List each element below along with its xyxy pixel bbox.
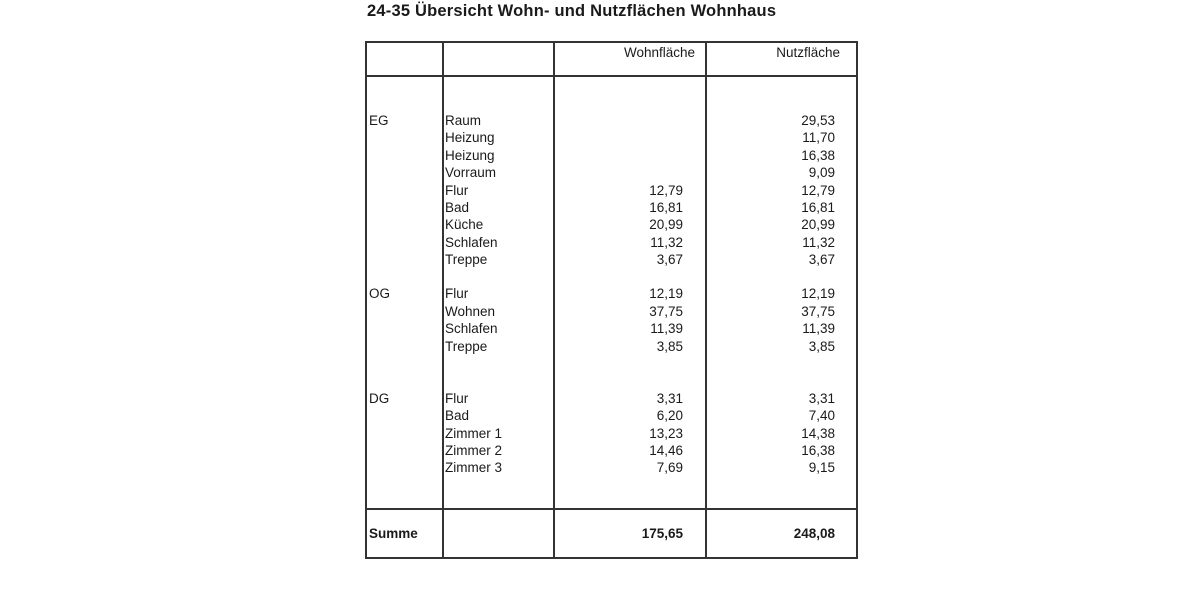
floor-label xyxy=(367,425,442,442)
area-table xyxy=(365,41,858,559)
floor-section-og xyxy=(367,285,856,355)
floor-label xyxy=(367,407,442,424)
nutzflaeche-value: 11,39 xyxy=(802,321,835,337)
nutzflaeche-value: 3,31 xyxy=(808,390,835,406)
wohnflaeche-value: 3,67 xyxy=(656,252,683,267)
floor-label xyxy=(367,216,442,233)
nutzflaeche-value: 16,38 xyxy=(801,147,835,163)
table-row xyxy=(367,459,856,476)
summary-row xyxy=(367,508,856,557)
floor-label xyxy=(367,459,442,476)
wohnflaeche-value: 37,75 xyxy=(649,303,683,319)
table-body xyxy=(367,77,856,508)
floor-label xyxy=(367,320,442,337)
floor-label xyxy=(367,147,442,164)
nutzflaeche-value: 20,99 xyxy=(801,217,835,233)
floor-section-eg xyxy=(367,112,856,268)
wohnflaeche-value: 3,31 xyxy=(656,390,683,406)
floor-section-dg xyxy=(367,390,856,477)
nutzflaeche-value: 7,40 xyxy=(808,408,835,424)
header-room-empty xyxy=(442,44,553,75)
nutzflaeche-value: 3,85 xyxy=(808,338,835,354)
table-row xyxy=(367,442,856,459)
room-name: Vorraum xyxy=(445,165,497,181)
wohnflaeche-value: 3,85 xyxy=(656,338,683,354)
nutzflaeche-value: 16,81 xyxy=(801,199,835,215)
nutzflaeche-value: 3,67 xyxy=(808,252,835,267)
table-row xyxy=(367,338,856,355)
nutzflaeche-value: 11,32 xyxy=(802,234,835,250)
room-name: Zimmer 3 xyxy=(445,460,502,476)
column-divider xyxy=(553,43,555,557)
floor-label xyxy=(367,442,442,459)
room-name: Heizung xyxy=(445,147,495,163)
wohnflaeche-value xyxy=(553,147,705,164)
room-name: Zimmer 1 xyxy=(445,425,502,441)
table-row xyxy=(367,147,856,164)
nutzflaeche-value: 11,70 xyxy=(802,130,835,146)
floor-label xyxy=(367,338,442,355)
wohnflaeche-value: 13,23 xyxy=(649,425,683,441)
table-row xyxy=(367,199,856,216)
nutzflaeche-value: 12,79 xyxy=(801,182,835,198)
summary-nutzflaeche-value: 248,08 xyxy=(793,526,835,541)
wohnflaeche-value: 11,32 xyxy=(650,234,683,250)
room-name: Schlafen xyxy=(445,321,498,337)
room-name: Küche xyxy=(445,217,484,233)
column-divider xyxy=(705,43,707,557)
wohnflaeche-value xyxy=(553,129,705,146)
room-name: Wohnen xyxy=(445,303,496,319)
floor-label xyxy=(367,182,442,199)
wohnflaeche-value xyxy=(553,164,705,181)
room-name: Flur xyxy=(445,286,469,302)
header-wohnflaeche: Wohnfläche xyxy=(623,45,695,60)
nutzflaeche-value: 16,38 xyxy=(801,443,835,458)
wohnflaeche-value: 6,20 xyxy=(656,408,683,424)
wohnflaeche-value: 16,81 xyxy=(649,199,683,215)
nutzflaeche-value: 9,09 xyxy=(808,165,835,181)
column-divider xyxy=(442,43,444,557)
room-name: Treppe xyxy=(445,338,488,354)
room-name: Schlafen xyxy=(445,234,498,250)
summary-label: Summe xyxy=(369,526,418,541)
table-row xyxy=(367,320,856,337)
wohnflaeche-value: 11,39 xyxy=(650,321,683,337)
floor-label xyxy=(367,303,442,320)
room-name: Bad xyxy=(445,408,470,424)
floor-label: DG xyxy=(369,390,390,406)
header-floor-empty xyxy=(367,44,442,75)
floor-label xyxy=(367,199,442,216)
floor-label xyxy=(367,234,442,251)
header-nutzflaeche: Nutzfläche xyxy=(776,45,840,60)
room-name: Treppe xyxy=(445,252,488,267)
floor-label xyxy=(367,164,442,181)
wohnflaeche-value: 14,46 xyxy=(649,443,683,458)
floor-label: EG xyxy=(369,113,389,128)
table-row xyxy=(367,234,856,251)
table-row xyxy=(367,251,856,268)
table-row xyxy=(367,112,856,129)
room-name: Flur xyxy=(445,182,469,198)
wohnflaeche-value: 20,99 xyxy=(649,217,683,233)
floor-label xyxy=(367,251,442,268)
wohnflaeche-value xyxy=(553,112,705,129)
room-name: Raum xyxy=(445,113,482,128)
nutzflaeche-value: 12,19 xyxy=(801,286,835,302)
room-name: Zimmer 2 xyxy=(445,443,502,458)
table-row xyxy=(367,407,856,424)
table-row xyxy=(367,216,856,233)
table-row xyxy=(367,129,856,146)
nutzflaeche-value: 37,75 xyxy=(801,303,835,319)
floor-label xyxy=(367,129,442,146)
table-row xyxy=(367,425,856,442)
table-row xyxy=(367,390,856,407)
table-row xyxy=(367,285,856,302)
page-title: 24-35 Übersicht Wohn- und Nutzflächen Wohnhaus xyxy=(367,2,777,20)
wohnflaeche-value: 12,79 xyxy=(649,182,683,198)
room-name: Heizung xyxy=(445,130,495,146)
room-name: Bad xyxy=(445,199,470,215)
nutzflaeche-value: 29,53 xyxy=(801,113,835,128)
nutzflaeche-value: 9,15 xyxy=(808,460,835,476)
table-row xyxy=(367,182,856,199)
summary-wohnflaeche-value: 175,65 xyxy=(641,526,683,541)
wohnflaeche-value: 7,69 xyxy=(656,460,683,476)
table-header-row xyxy=(367,43,856,77)
room-name: Flur xyxy=(445,390,469,406)
wohnflaeche-value: 12,19 xyxy=(649,286,683,302)
nutzflaeche-value: 14,38 xyxy=(801,425,835,441)
table-row xyxy=(367,164,856,181)
floor-label: OG xyxy=(369,286,391,302)
table-row xyxy=(367,303,856,320)
